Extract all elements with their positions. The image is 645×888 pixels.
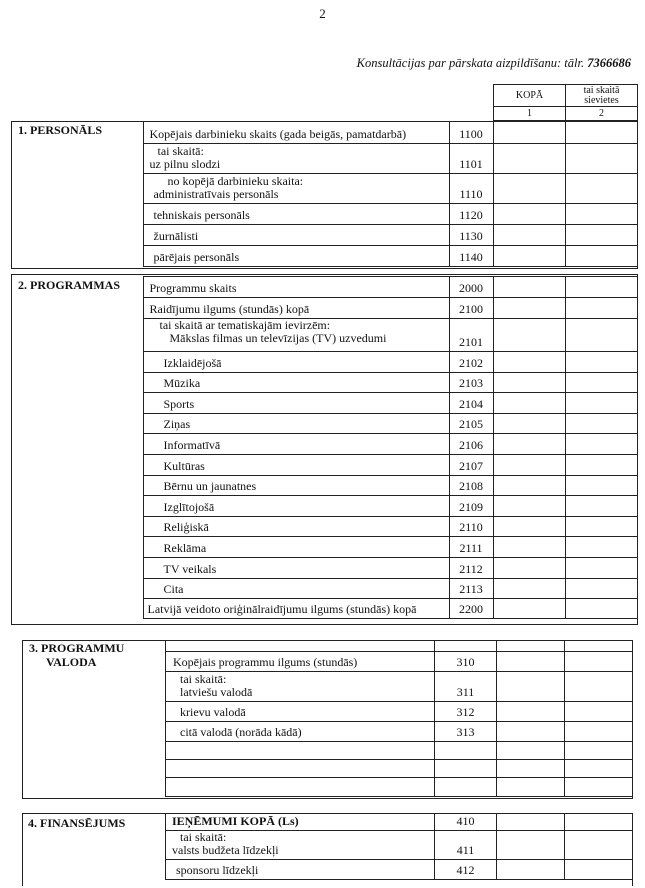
s1-value-1120-women[interactable] [565, 204, 637, 225]
s2-label-2101: Mākslas filmas un televīzijas (TV) uzvedumi [169, 331, 387, 345]
s3-empty-women-3[interactable] [565, 777, 633, 796]
s2-value-2200-women[interactable] [565, 599, 637, 619]
s2-code-2112: 2112 [449, 557, 493, 578]
consultation-phone: 7366686 [587, 56, 631, 70]
s2-label-2100: Raidījumu ilgums (stundās) kopā [143, 298, 449, 319]
s2-label-2103: Mūzika [143, 372, 449, 393]
s4-label-410 [166, 814, 435, 831]
s2-value-2101-total[interactable] [493, 319, 565, 352]
s3-label-310: Kopējais programmu ilgums (stundās) [166, 651, 435, 671]
s2-value-2108-women[interactable] [565, 475, 637, 496]
s1-value-1140-total[interactable] [493, 246, 565, 267]
s1-value-1120-total[interactable] [493, 204, 565, 225]
s2-pre-2101: tai skaitā ar tematiskajām ievirzēm: [159, 318, 331, 332]
s4-value-412-women[interactable] [565, 860, 633, 880]
s2-code-2109: 2109 [449, 496, 493, 517]
s2-value-2111-women[interactable] [565, 537, 637, 558]
consultation-label: Konsultācijas par pārskata aizpildīšanu: tālr. [356, 56, 585, 70]
s2-code-2102: 2102 [449, 352, 493, 373]
s4-value-410-total[interactable] [497, 814, 565, 831]
s2-label-2108: Bērnu un jaunatnes [143, 475, 449, 496]
s3-empty-row-2[interactable] [166, 759, 435, 777]
s3-value-310-total[interactable] [497, 651, 565, 671]
s1-value-1130-total[interactable] [493, 225, 565, 246]
s3-empty-code-2[interactable] [435, 759, 497, 777]
s3-spacer-code [435, 640, 497, 651]
s4-value-411-total[interactable] [497, 831, 565, 860]
s4-value-410-women[interactable] [565, 814, 633, 831]
s2-label-2111: Reklāma [143, 537, 449, 558]
s2-value-2104-total[interactable] [493, 393, 565, 414]
s1-pre-1110: no kopējā darbinieku skaita: [167, 174, 304, 188]
s3-empty-total-2[interactable] [497, 759, 565, 777]
s3-label-313: citā valodā (norāda kādā) [166, 721, 435, 741]
s3-spacer-women [565, 640, 633, 651]
section-3-table [165, 640, 633, 797]
s2-label-2113: Cita [143, 578, 449, 599]
s2-value-2103-total[interactable] [493, 372, 565, 393]
s2-value-2108-total[interactable] [493, 475, 565, 496]
s3-empty-row-3[interactable] [166, 777, 435, 796]
s4-pre-411: tai skaitā: [180, 830, 227, 844]
s3-spacer-total [497, 640, 565, 651]
s3-row-311 [166, 671, 435, 701]
s2-label-2105: Ziņas [143, 413, 449, 434]
s1-value-1130-women[interactable] [565, 225, 637, 246]
s2-value-2000-total[interactable] [493, 277, 565, 298]
s3-value-311-total[interactable] [497, 671, 565, 701]
s3-value-312-women[interactable] [565, 701, 633, 721]
s3-empty-women-1[interactable] [565, 741, 633, 759]
s2-label-2000: Programmu skaits [143, 277, 449, 298]
header-women: tai skaitā sievietes [566, 85, 638, 107]
s1-label-1140: pārējais personāls [143, 246, 449, 267]
s1-label-1101: uz pilnu slodzi [149, 157, 221, 171]
s1-label-1130: žurnālisti [143, 225, 449, 246]
s3-empty-row-1[interactable] [166, 741, 435, 759]
page-number: 2 [319, 6, 326, 21]
s4-label-410-text: IEŅĒMUMI KOPĀ (Ls) [172, 814, 299, 828]
s4-value-412-total[interactable] [497, 860, 565, 880]
s1-value-1101-total[interactable] [493, 144, 565, 174]
section-3-title-b: VALODA [46, 655, 97, 669]
s2-value-2100-total[interactable] [493, 298, 565, 319]
s4-label-412: sponsoru līdzekļi [166, 860, 435, 880]
s3-value-313-women[interactable] [565, 721, 633, 741]
s1-value-1110-total[interactable] [493, 174, 565, 204]
s2-value-2200-total[interactable] [493, 599, 565, 619]
s4-row-411 [166, 831, 435, 860]
s2-label-2110: Reliģiskā [143, 516, 449, 537]
section-2-table [14, 276, 638, 619]
column-header [493, 84, 638, 121]
s1-value-1101-women[interactable] [565, 144, 637, 174]
s2-value-2107-women[interactable] [565, 454, 637, 475]
s2-value-2112-women[interactable] [565, 557, 637, 578]
s3-value-311-women[interactable] [565, 671, 633, 701]
s4-code-412: 412 [435, 860, 497, 880]
s2-row-2101 [143, 319, 449, 352]
s3-code-310: 310 [435, 651, 497, 671]
s2-label-2200: Latvijā veidoto oriģinālraidījumu ilgums (stundās) kopā [143, 599, 449, 619]
s2-code-2108: 2108 [449, 475, 493, 496]
s3-empty-code-1[interactable] [435, 741, 497, 759]
s2-value-2101-women[interactable] [565, 319, 637, 352]
s1-value-1110-women[interactable] [565, 174, 637, 204]
s4-label-411: valsts budžeta līdzekļi [172, 843, 279, 857]
s1-code-1130: 1130 [449, 225, 493, 246]
s4-value-411-women[interactable] [565, 831, 633, 860]
s2-value-2103-women[interactable] [565, 372, 637, 393]
s1-code-1140: 1140 [449, 246, 493, 267]
s2-value-2112-total[interactable] [493, 557, 565, 578]
s2-value-2110-women[interactable] [565, 516, 637, 537]
s2-code-2110: 2110 [449, 516, 493, 537]
s3-spacer-label [166, 640, 435, 651]
s3-empty-total-1[interactable] [497, 741, 565, 759]
s3-value-310-women[interactable] [565, 651, 633, 671]
s2-value-2105-total[interactable] [493, 413, 565, 434]
s2-value-2107-total[interactable] [493, 454, 565, 475]
s2-value-2109-total[interactable] [493, 496, 565, 517]
s2-value-2111-total[interactable] [493, 537, 565, 558]
s1-label-1100: Kopējais darbinieku skaits (gada beigās, pamatdarbā) [143, 122, 449, 144]
section-3-title [29, 641, 124, 669]
s2-value-2110-total[interactable] [493, 516, 565, 537]
s1-code-1101: 1101 [449, 144, 493, 174]
s2-value-2113-women[interactable] [565, 578, 637, 599]
s1-code-1110: 1110 [449, 174, 493, 204]
section-2-title: 2. PROGRAMMAS [18, 277, 120, 292]
section-3-title-a: 3. PROGRAMMU [29, 641, 125, 655]
s2-code-2111: 2111 [449, 537, 493, 558]
s2-code-2106: 2106 [449, 434, 493, 455]
s1-row-1101 [143, 144, 449, 174]
s2-value-2102-total[interactable] [493, 352, 565, 373]
section-4-table [165, 813, 633, 880]
s1-pre-1101: tai skaitā: [157, 144, 204, 158]
s1-label-1120: tehniskais personāls [143, 204, 449, 225]
s2-code-2200: 2200 [449, 599, 493, 619]
consultation-line [357, 56, 631, 71]
s2-value-2106-women[interactable] [565, 434, 637, 455]
s1-code-1120: 1120 [449, 204, 493, 225]
s2-label-2107: Kultūras [143, 454, 449, 475]
s3-empty-women-2[interactable] [565, 759, 633, 777]
s2-code-2000: 2000 [449, 277, 493, 298]
s1-value-1100-total[interactable] [493, 122, 565, 144]
s2-label-2112: TV veikals [143, 557, 449, 578]
s4-code-410: 410 [435, 814, 497, 831]
s3-value-313-total[interactable] [497, 721, 565, 741]
s2-code-2113: 2113 [449, 578, 493, 599]
s1-value-1140-women[interactable] [565, 246, 637, 267]
s3-empty-code-3[interactable] [435, 777, 497, 796]
s2-code-2101: 2101 [449, 319, 493, 352]
s3-code-311: 311 [435, 671, 497, 701]
s3-value-312-total[interactable] [497, 701, 565, 721]
header-num-2: 2 [566, 107, 638, 121]
s3-code-313: 313 [435, 721, 497, 741]
s1-label-1110: administratīvais personāls [153, 187, 279, 201]
s1-value-1100-women[interactable] [565, 122, 637, 144]
s1-code-1100: 1100 [449, 122, 493, 144]
s3-label-311: latviešu valodā [180, 684, 253, 699]
s3-label-312: krievu valodā [166, 701, 435, 721]
s3-empty-total-3[interactable] [497, 777, 565, 796]
s2-code-2100: 2100 [449, 298, 493, 319]
s2-label-2106: Informatīvā [143, 434, 449, 455]
section-1-table [14, 121, 638, 267]
s2-value-2100-women[interactable] [565, 298, 637, 319]
header-num-1: 1 [494, 107, 566, 121]
header-total: KOPĀ [494, 85, 566, 107]
section-1-title: 1. PERSONĀLS [18, 122, 103, 137]
s3-code-312: 312 [435, 701, 497, 721]
s2-code-2107: 2107 [449, 454, 493, 475]
s2-label-2104: Sports [143, 393, 449, 414]
s2-value-2000-women[interactable] [565, 277, 637, 298]
s2-label-2102: Izklaidējošā [143, 352, 449, 373]
s2-label-2109: Izglītojošā [143, 496, 449, 517]
s3-pre-311: tai skaitā: [180, 671, 227, 686]
s2-code-2105: 2105 [449, 413, 493, 434]
s2-value-2109-women[interactable] [565, 496, 637, 517]
s2-value-2102-women[interactable] [565, 352, 637, 373]
s2-code-2103: 2103 [449, 372, 493, 393]
s2-value-2106-total[interactable] [493, 434, 565, 455]
s2-value-2105-women[interactable] [565, 413, 637, 434]
s1-row-1110 [143, 174, 449, 204]
s2-value-2113-total[interactable] [493, 578, 565, 599]
section-4-title: 4. FINANSĒJUMS [28, 816, 126, 830]
s4-code-411: 411 [435, 831, 497, 860]
s2-code-2104: 2104 [449, 393, 493, 414]
s2-value-2104-women[interactable] [565, 393, 637, 414]
